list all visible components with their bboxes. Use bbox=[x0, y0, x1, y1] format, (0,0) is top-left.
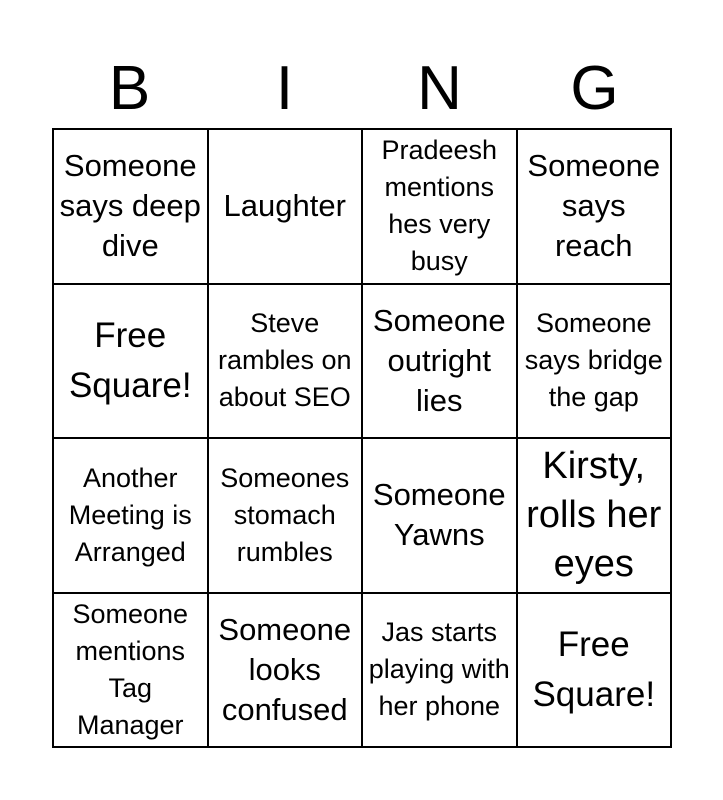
cell-text: Kirsty, rolls her eyes bbox=[526, 444, 662, 585]
header-letter-i: I bbox=[275, 54, 294, 123]
bingo-cell-r2c4[interactable] bbox=[518, 285, 673, 440]
cell-text: Laughter bbox=[223, 188, 346, 224]
bingo-board bbox=[52, 128, 672, 748]
cell-text: Free Square! bbox=[68, 315, 192, 405]
bingo-cell-r3c4[interactable] bbox=[518, 439, 673, 594]
bingo-cell-r1c4[interactable] bbox=[518, 130, 673, 285]
bingo-cell-r2c3[interactable] bbox=[363, 285, 518, 440]
bingo-cell-r4c2[interactable] bbox=[209, 594, 364, 749]
cell-text: Jas starts playing with her phone bbox=[368, 617, 510, 722]
header-letter-g: G bbox=[570, 54, 619, 123]
bingo-cell-r4c3[interactable] bbox=[363, 594, 518, 749]
bingo-cell-r1c2[interactable] bbox=[209, 130, 364, 285]
bingo-cell-r3c1[interactable] bbox=[54, 439, 209, 594]
cell-text: Someone says bridge the gap bbox=[524, 308, 663, 413]
cell-text: Someone looks confused bbox=[218, 611, 352, 727]
bingo-cell-r1c1[interactable] bbox=[54, 130, 209, 285]
bingo-cell-r3c2[interactable] bbox=[209, 439, 364, 594]
bingo-cell-r2c1[interactable] bbox=[54, 285, 209, 440]
bingo-cell-r3c3[interactable] bbox=[363, 439, 518, 594]
cell-text: Someone mentions Tag Manager bbox=[72, 598, 189, 740]
bingo-cell-r1c3[interactable] bbox=[363, 130, 518, 285]
cell-text: Someone says reach bbox=[527, 148, 661, 264]
cell-text: Steve rambles on about SEO bbox=[217, 308, 352, 413]
cell-text: Free Square! bbox=[532, 624, 656, 714]
header-letter-b: B bbox=[108, 54, 151, 123]
cell-text: Someone outright lies bbox=[372, 302, 506, 418]
bingo-cell-r4c1[interactable] bbox=[54, 594, 209, 749]
bingo-cell-r2c2[interactable] bbox=[209, 285, 364, 440]
bingo-header bbox=[52, 50, 672, 128]
cell-text: Someone Yawns bbox=[372, 477, 506, 553]
cell-text: Someone says deep dive bbox=[59, 148, 201, 264]
cell-text: Another Meeting is Arranged bbox=[68, 462, 192, 567]
bingo-cell-r4c4[interactable] bbox=[518, 594, 673, 749]
header-letter-n: N bbox=[417, 54, 462, 123]
cell-text: Pradeesh mentions hes very busy bbox=[381, 135, 498, 277]
cell-text: Someones stomach rumbles bbox=[220, 462, 350, 567]
